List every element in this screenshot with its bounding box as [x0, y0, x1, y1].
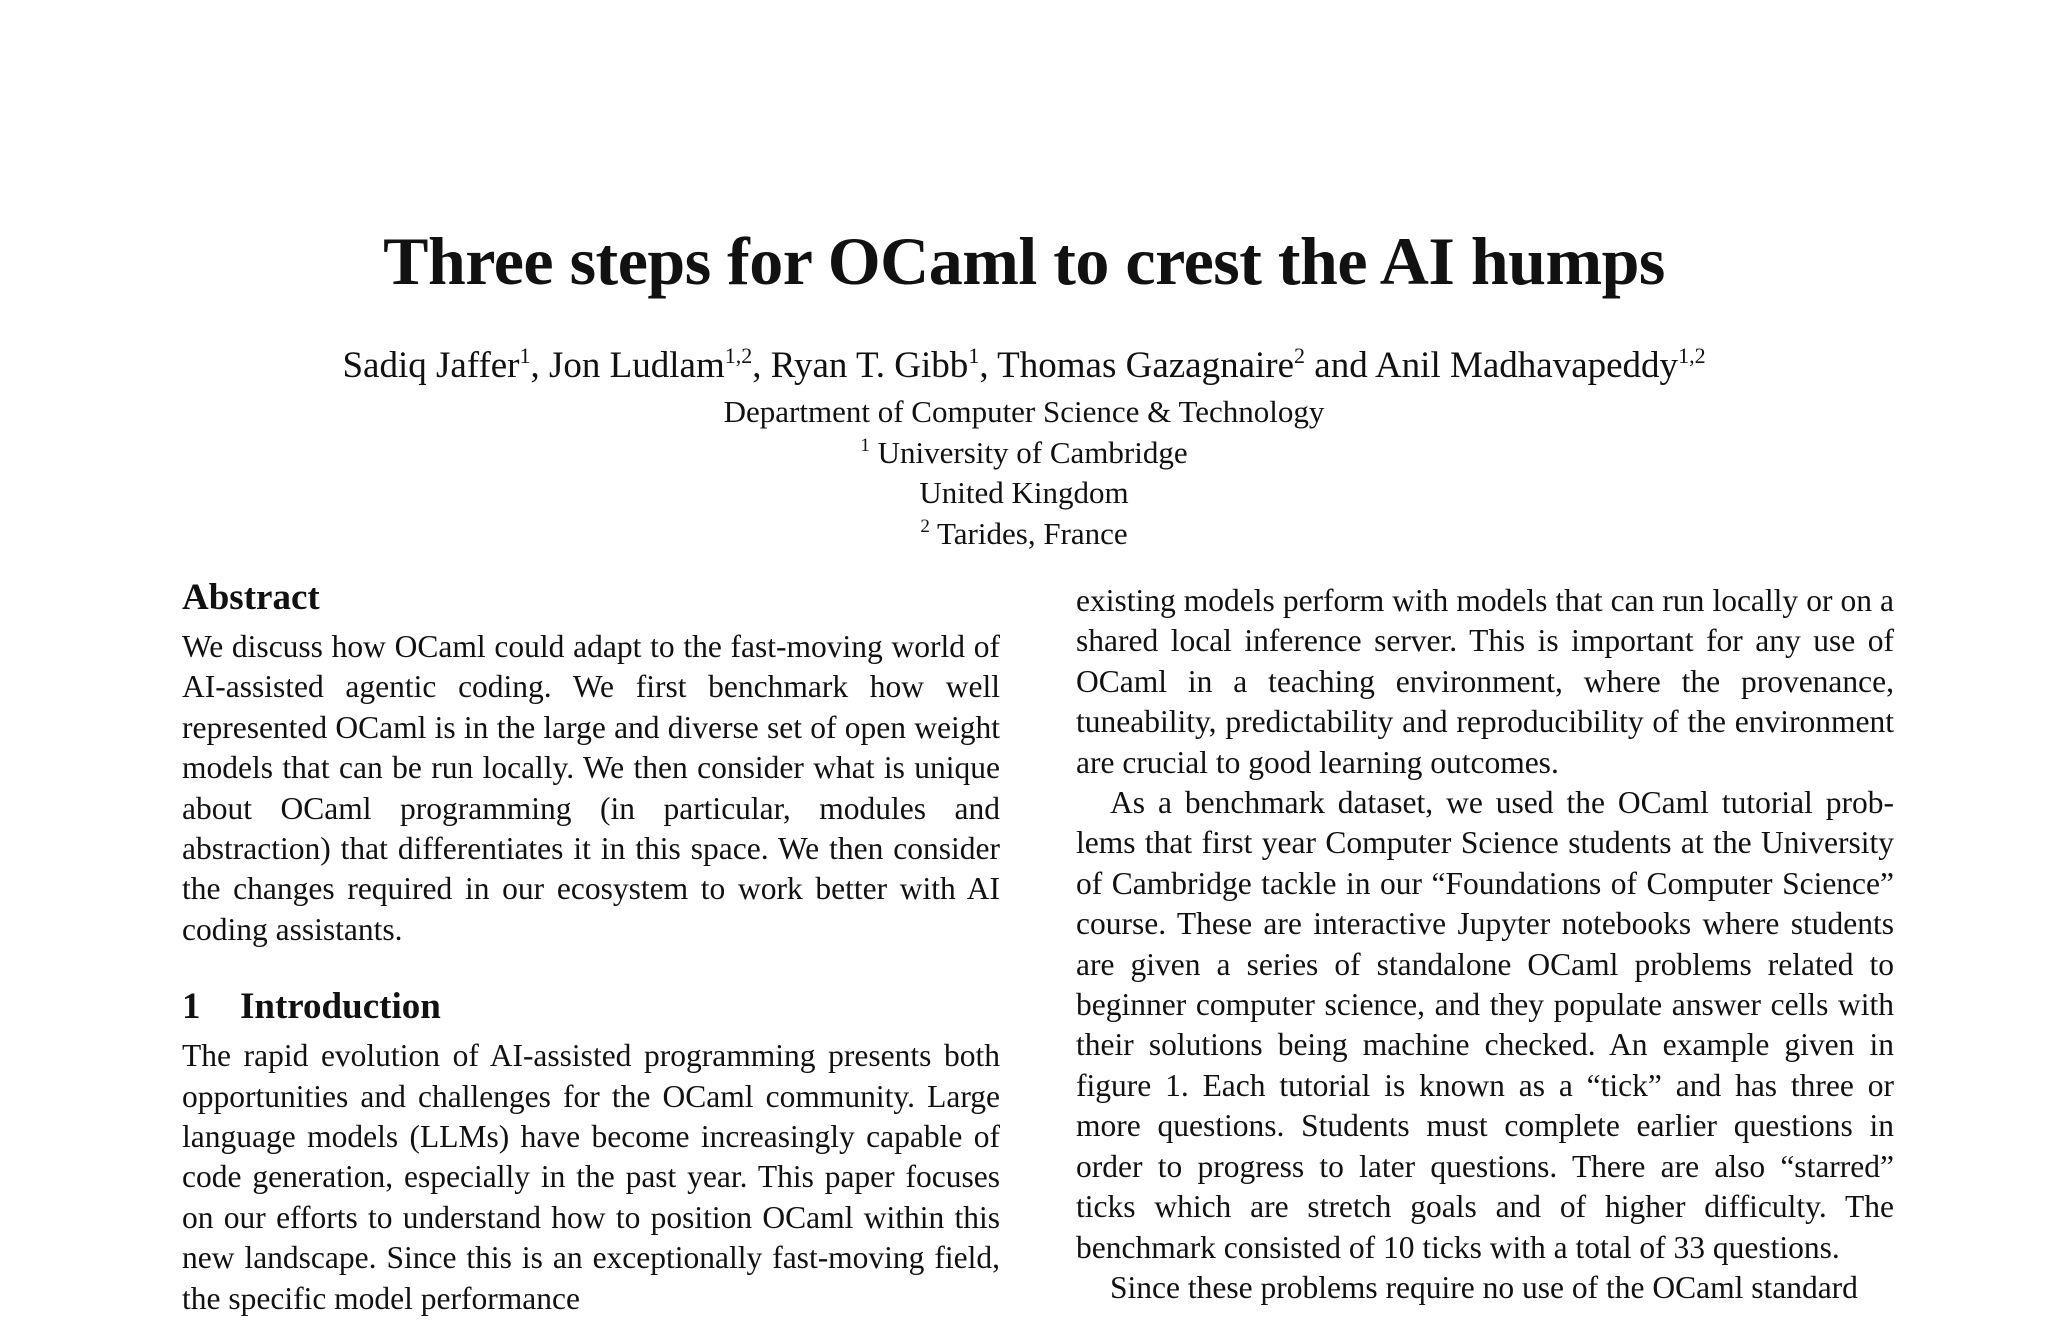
section-heading-introduction: 1 Introduction — [182, 986, 441, 1028]
author: Thomas Gazagnaire$^2$ and — [997, 343, 1375, 386]
abstract-heading: Abstract — [182, 577, 320, 618]
intro-paragraph-1: The rapid evolution of AI-assisted programming presents both opportunities and challenges for the OCaml community. Large language models (LLMs) have become increasingly capable of code generation, especially in the past year. This paper focuses on our efforts to understand how to position OCaml within this new landscape. Since this is an exceptionally fast-moving field, the specific model performance — [182, 1038, 1000, 1316]
author: Ryan T. Gibb$^1$, — [770, 343, 998, 386]
department: Department of Computer Science & Technology — [723, 394, 1325, 429]
left-column — [182, 575, 1000, 1319]
intro-paragraph-1-continued: existing models perform with models that can run locally or on a shared local inference server. This is important for any use of OCaml in a teaching environment, where the provenance, tuneability, predictability and reproducibility of the environment are crucial to good learning outcomes. — [1076, 583, 1894, 780]
country: United Kingdom — [919, 475, 1129, 510]
author-list — [0, 344, 2048, 387]
right-column — [1076, 581, 1894, 1308]
affiliations — [0, 392, 2048, 554]
author: Anil Madhavapeddy$^{1,2}$ — [1374, 343, 1706, 386]
intro-paragraph-2: As a benchmark dataset, we used the OCaml tutorial problems that first year Computer Science students at the University of Cambridge tackle in our “Foundations of Computer Science” course. These are interactive Jupyter notebooks where students are given a series of standalone OCaml problems related to beginner computer science, and they populate answer cells with their solutions being machine checked. An example given in figure 1. Each tutorial is known as a “tick” and has three or more questions. Students must complete earlier questions in order to progress to later questions. There are also “starred” ticks which are stretch goals and of higher difficulty. The benchmark consisted of 10 ticks with a total of 33 questions. — [1076, 785, 1894, 1265]
intro-paragraph-3: Since these problems require no use of the OCaml standard — [1110, 1269, 1858, 1305]
author: Jon Ludlam$^{1,2}$, — [549, 343, 771, 386]
author: Sadiq Jaffer$^1$, — [342, 343, 550, 386]
affiliation-2: $^2$ Tarides, France — [920, 515, 1128, 551]
affiliation-1: $^1$ University of Cambridge — [860, 434, 1188, 470]
paper-title: Three steps for OCaml to crest the AI humps — [383, 223, 1665, 299]
abstract-text: We discuss how OCaml could adapt to the fast-moving world of AI-assisted agentic coding. We first benchmark how well represented OCaml is in the large and diverse set of open weight models that can be run locally. We then consider what is unique about OCaml programming (in particular, modules and abstraction) that differentiates it in this space. We then consider the changes required in our ecosystem to work better with AI coding assistants. — [182, 629, 1000, 947]
